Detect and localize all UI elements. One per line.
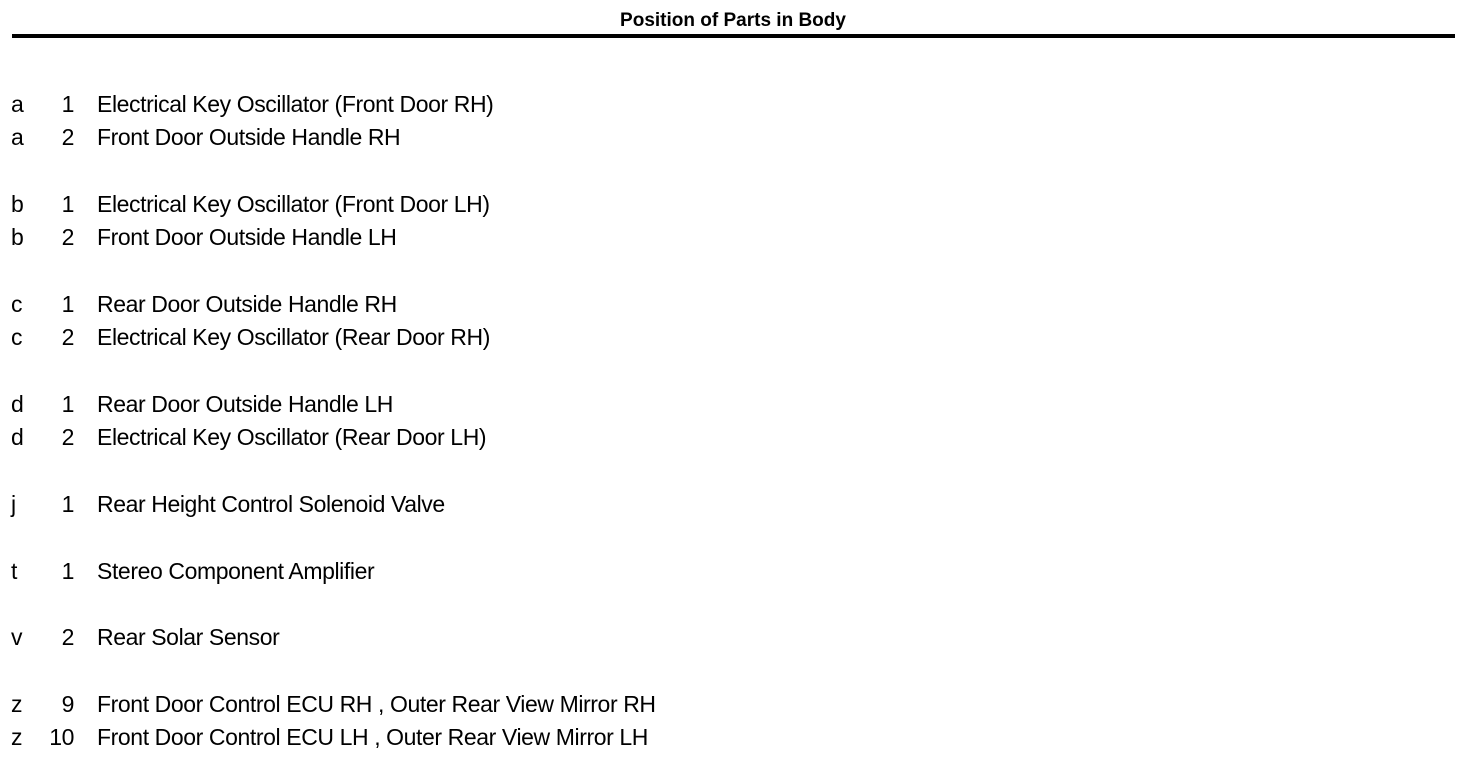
part-number: 10 — [49, 724, 74, 750]
part-description: Electrical Key Oscillator (Front Door LH) — [97, 191, 490, 217]
part-number: 1 — [61, 191, 74, 217]
part-description: Rear Door Outside Handle LH — [97, 391, 394, 417]
part-letter: v — [11, 624, 23, 650]
part-letter: a — [11, 91, 24, 117]
part-number: 2 — [61, 124, 74, 150]
part-description: Front Door Control ECU RH , Outer Rear View Mirror RH — [97, 691, 656, 717]
part-description: Front Door Outside Handle LH — [97, 224, 397, 250]
part-number: 1 — [61, 91, 74, 117]
part-letter: j — [11, 491, 16, 517]
part-letter: d — [11, 391, 24, 417]
part-description: Rear Door Outside Handle RH — [97, 291, 397, 317]
part-number: 1 — [61, 291, 74, 317]
part-letter: c — [11, 291, 23, 317]
part-number: 1 — [61, 491, 74, 517]
part-number: 1 — [61, 558, 74, 584]
part-letter: z — [11, 691, 23, 717]
part-number: 2 — [61, 624, 74, 650]
part-number: 1 — [61, 391, 74, 417]
part-letter: b — [11, 191, 24, 217]
title-underline — [12, 34, 1455, 38]
part-description: Rear Solar Sensor — [97, 624, 280, 650]
part-letter: z — [11, 724, 23, 750]
part-description: Electrical Key Oscillator (Front Door RH) — [97, 91, 494, 117]
part-letter: c — [11, 324, 23, 350]
part-number: 2 — [61, 324, 74, 350]
part-number: 2 — [61, 224, 74, 250]
page-title: Position of Parts in Body — [620, 10, 846, 31]
part-letter: a — [11, 124, 24, 150]
part-letter: t — [11, 558, 17, 584]
part-letter: d — [11, 424, 24, 450]
part-description: Rear Height Control Solenoid Valve — [97, 491, 445, 517]
part-letter: b — [11, 224, 24, 250]
part-number: 2 — [61, 424, 74, 450]
part-description: Front Door Control ECU LH , Outer Rear View Mirror LH — [97, 724, 648, 750]
part-number: 9 — [61, 691, 74, 717]
part-description: Stereo Component Amplifier — [97, 558, 375, 584]
part-description: Front Door Outside Handle RH — [97, 124, 401, 150]
part-description: Electrical Key Oscillator (Rear Door RH) — [97, 324, 490, 350]
part-description: Electrical Key Oscillator (Rear Door LH) — [97, 424, 487, 450]
